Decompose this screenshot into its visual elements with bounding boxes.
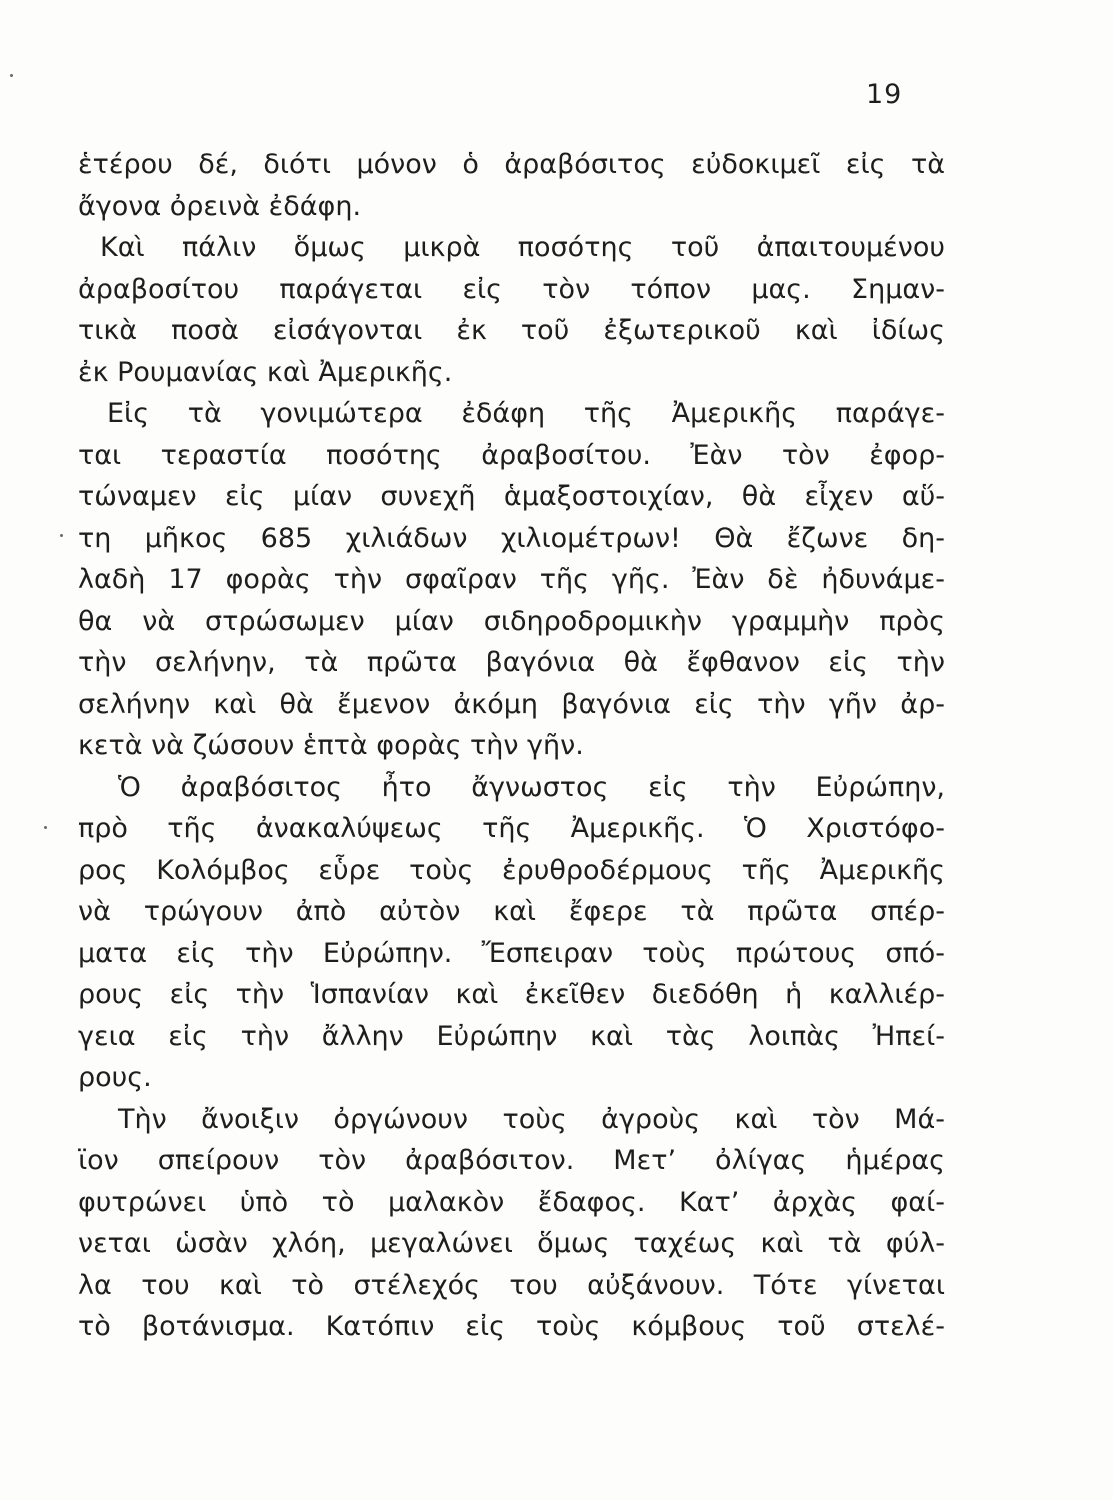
text-line: ρος Κολόμβος εὗρε τοὺς ἐρυθροδέρμους τῆς Ἀμερικῆς: [78, 854, 945, 886]
text-line: ται τεραστία ποσότης ἀραβοσίτου. Ἐὰν τὸν ἐφορ-: [78, 439, 945, 471]
text-line: φυτρώνει ὑπὸ τὸ μαλακὸν ἔδαφος. Κατ’ ἀρχὰς φαί-: [78, 1186, 945, 1218]
scan-speck: [10, 74, 13, 77]
text-line: πρὸ τῆς ἀνακαλύψεως τῆς Ἀμερικῆς. Ὁ Χριστόφο-: [78, 813, 945, 844]
text-line: ἀραβοσίτου παράγεται εἰς τὸν τόπον μας. Σημαν-: [78, 273, 945, 305]
paragraph: [78, 767, 945, 1099]
paragraph: [78, 227, 945, 393]
text-line: ματα εἰς τὴν Εὐρώπην. Ἔσπειραν τοὺς πρώτους σπό-: [78, 937, 945, 969]
text-line: τώναμεν εἰς μίαν συνεχῆ ἁμαξοστοιχίαν, θὰ εἶχεν αὕ-: [78, 481, 945, 512]
text-line: λαδὴ 17 φορὰς τὴν σφαῖραν τῆς γῆς. Ἐὰν δὲ ἠδυνάμε-: [78, 564, 945, 595]
text-line: Καὶ πάλιν ὅμως μικρὰ ποσότης τοῦ ἀπαιτουμένου: [100, 232, 945, 263]
text-line: τικὰ ποσὰ εἰσάγονται ἐκ τοῦ ἐξωτερικοῦ καὶ ἰδίως: [78, 315, 945, 346]
text-line: ρους.: [78, 1062, 152, 1093]
text-line: ἑτέρου δέ, διότι μόνον ὁ ἀραβόσιτος εὐδοκιμεῖ εἰς τὰ: [78, 149, 945, 180]
scan-speck: [44, 826, 47, 829]
paragraph: [78, 1099, 945, 1348]
text-line: θα νὰ στρώσωμεν μίαν σιδηροδρομικὴν γραμμὴν πρὸς: [78, 605, 945, 637]
text-line: ἐκ Ρουμανίας καὶ Ἀμερικῆς.: [78, 356, 453, 388]
text-line: Τὴν ἄνοιξιν ὀργώνουν τοὺς ἀγροὺς καὶ τὸν Μά-: [118, 1103, 945, 1135]
text-line: τὸ βοτάνισμα. Κατόπιν εἰς τοὺς κόμβους τοῦ στελέ-: [78, 1311, 945, 1342]
text-line: ϊον σπείρουν τὸν ἀραβόσιτον. Μετ’ ὀλίγας ἡμέρας: [78, 1145, 945, 1176]
text-line: νὰ τρώγουν ἀπὸ αὐτὸν καὶ ἔφερε τὰ πρῶτα σπέρ-: [78, 896, 945, 927]
text-line: ρους εἰς τὴν Ἱσπανίαν καὶ ἐκεῖθεν διεδόθη ἡ καλλιέρ-: [78, 979, 945, 1010]
text-line: νεται ὡσὰν χλόη, μεγαλώνει ὅμως ταχέως καὶ τὰ φύλ-: [78, 1228, 945, 1259]
paragraph: [78, 393, 945, 767]
page-body: [78, 144, 945, 1348]
page-number: 19: [866, 79, 903, 110]
text-line: Ὁ ἀραβόσιτος ἦτο ἄγνωστος εἰς τὴν Εὐρώπην,: [118, 771, 945, 803]
text-line: τη μῆκος 685 χιλιάδων χιλιομέτρων! Θὰ ἔζωνε δη-: [78, 522, 945, 554]
scan-speck: [60, 534, 63, 537]
text-line: σελήνην καὶ θὰ ἔμενον ἀκόμη βαγόνια εἰς τὴν γῆν ἀρ-: [78, 688, 945, 720]
text-line: τὴν σελήνην, τὰ πρῶτα βαγόνια θὰ ἔφθανον εἰς τὴν: [78, 647, 945, 678]
text-line: κετὰ νὰ ζώσουν ἑπτὰ φορὰς τὴν γῆν.: [78, 730, 584, 761]
paragraph-continuation: [78, 144, 945, 227]
text-line: λα του καὶ τὸ στέλεχός του αὐξάνουν. Τότε γίνεται: [78, 1269, 945, 1301]
text-line: γεια εἰς τὴν ἄλλην Εὐρώπην καὶ τὰς λοιπὰς Ἠπεί-: [78, 1020, 945, 1052]
text-line: Εἰς τὰ γονιμώτερα ἐδάφη τῆς Ἀμερικῆς παράγε-: [107, 398, 945, 429]
text-line: ἄγονα ὀρεινὰ ἐδάφη.: [78, 190, 362, 222]
